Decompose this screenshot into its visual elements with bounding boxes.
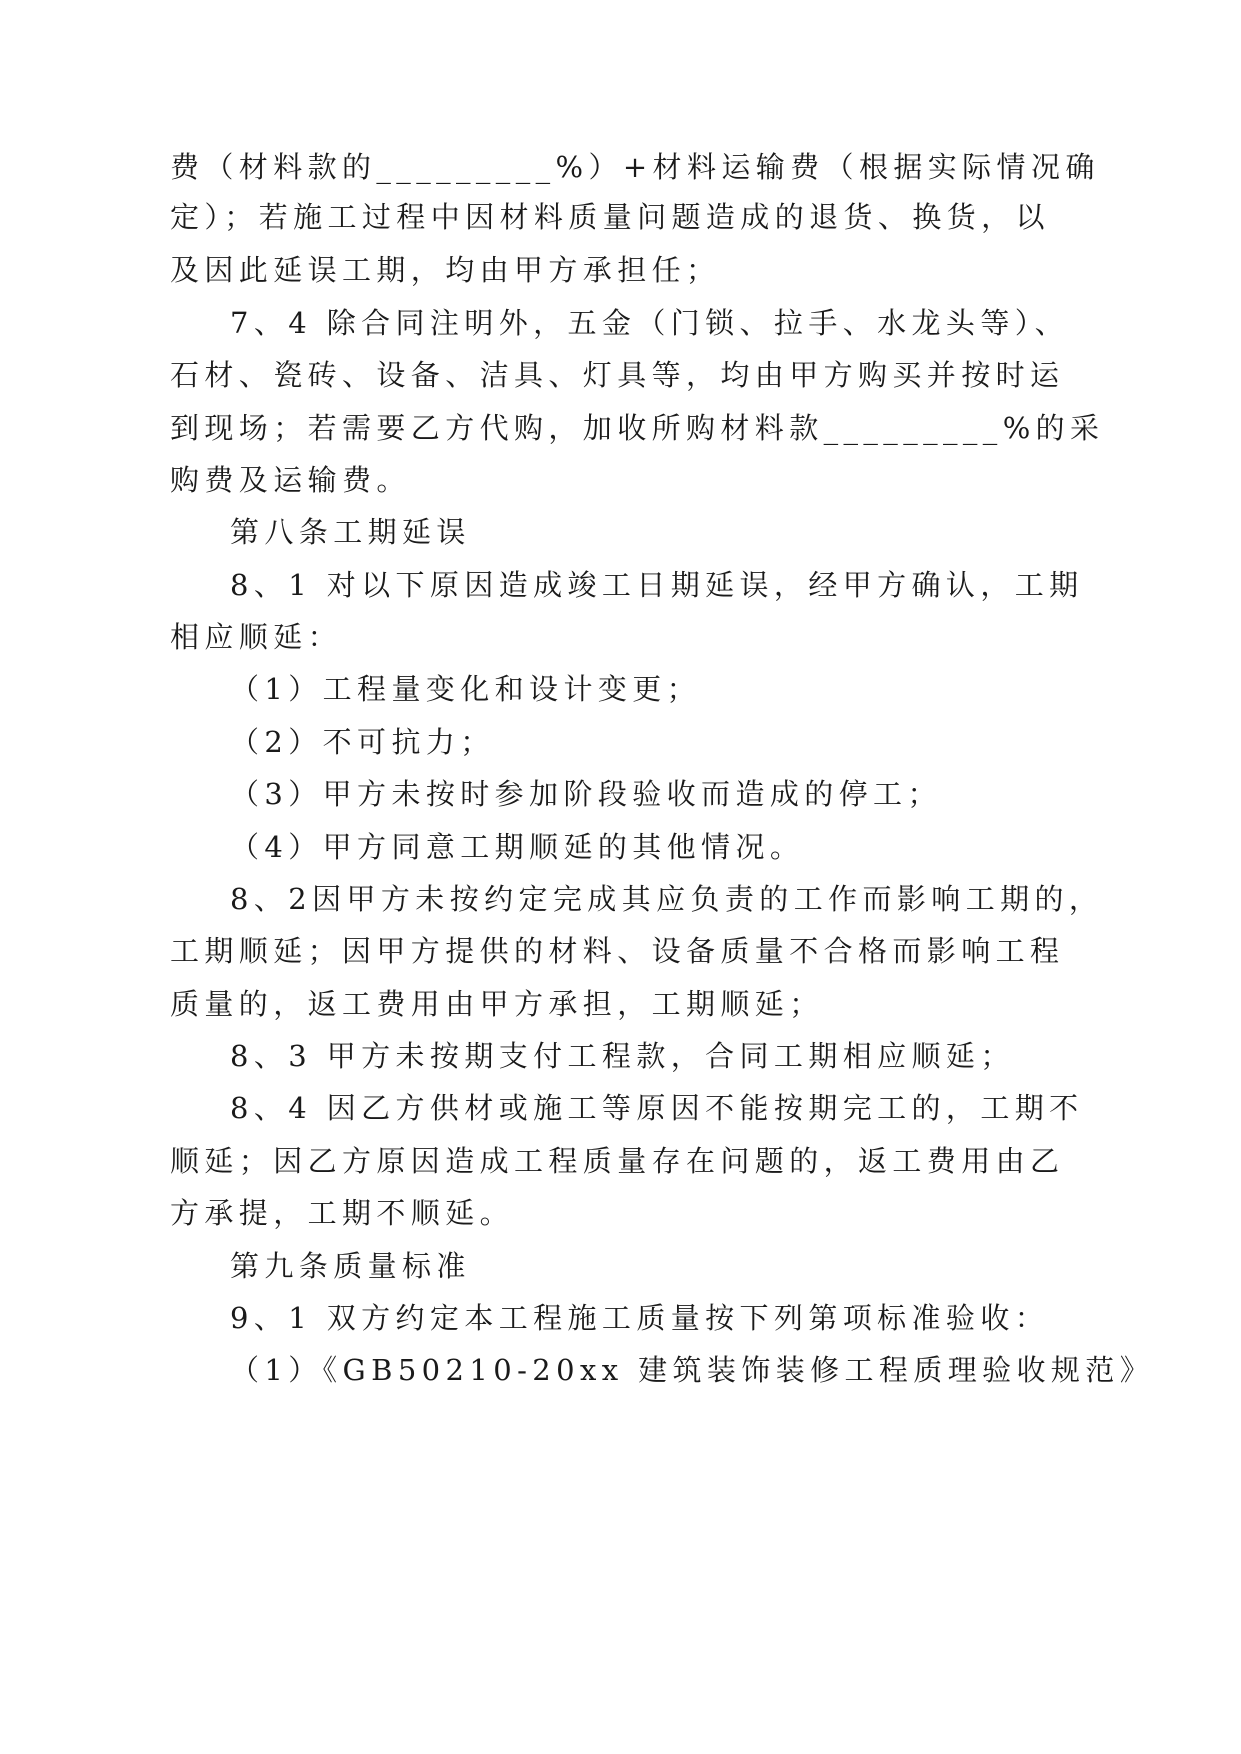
text-line-4: 7、4 除合同注明外，五金（门锁、拉手、水龙头等）、 — [230, 306, 1070, 340]
list-item-2: （2）不可抗力； — [230, 725, 495, 759]
text-line-10: 相应顺延： — [170, 620, 343, 654]
section-heading-article-8: 第八条工期延误 — [230, 515, 471, 549]
text-line-15: 8、2因甲方未按约定完成其应负责的工作而影响工期的， — [230, 882, 1104, 916]
text-line-1: 费（材料款的_________%）+材料运输费（根据实际情况确 — [170, 150, 1100, 184]
list-item-1: （1）工程量变化和设计变更； — [230, 672, 702, 706]
text-line-18: 8、3 甲方未按期支付工程款，合同工期相应顺延； — [230, 1039, 1015, 1073]
text-line-7: 购费及运输费。 — [170, 463, 411, 497]
text-line-2: 定）；若施工过程中因材料质量问题造成的退货、换货，以 — [170, 200, 1050, 234]
text-line-23: 9、1 双方约定本工程施工质量按下列第项标准验收： — [230, 1301, 1050, 1335]
text-line-20: 顺延；因乙方原因造成工程质量存在问题的，返工费用由乙 — [170, 1144, 1065, 1178]
section-heading-article-9: 第九条质量标准 — [230, 1249, 471, 1283]
text-line-16: 工期顺延；因甲方提供的材料、设备质量不合格而影响工程 — [170, 934, 1065, 968]
list-item-standard-1: （1）《GB50210-20xx 建筑装饰装修工程质理验收规范》 — [230, 1353, 1155, 1387]
text-line-19: 8、4 因乙方供材或施工等原因不能按期完工的，工期不 — [230, 1091, 1084, 1125]
list-item-4: （4）甲方同意工期顺延的其他情况。 — [230, 830, 805, 864]
text-line-21: 方承提，工期不顺延。 — [170, 1196, 515, 1230]
text-line-9: 8、1 对以下原因造成竣工日期延误，经甲方确认，工期 — [230, 568, 1084, 602]
text-line-3: 及因此延误工期，均由甲方承担任； — [170, 253, 721, 287]
list-item-3: （3）甲方未按时参加阶段验收而造成的停工； — [230, 777, 942, 811]
text-line-5: 石材、瓷砖、设备、洁具、灯具等，均由甲方购买并按时运 — [170, 358, 1065, 392]
text-line-6: 到现场；若需要乙方代购，加收所购材料款_________%的采 — [170, 411, 1105, 445]
text-line-17: 质量的，返工费用由甲方承担，工期顺延； — [170, 987, 824, 1021]
